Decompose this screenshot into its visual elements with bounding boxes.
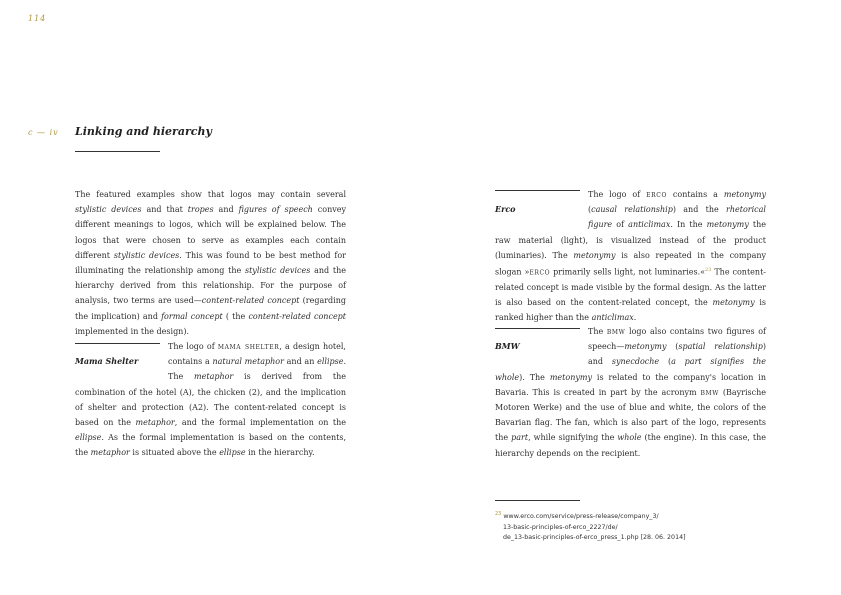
erco-label: Erco xyxy=(495,204,516,214)
mama-shelter-paragraph: The logo of mama shelter, a design hotel, contains a natural metaphor and an ellipse. The metaphor is derived from the combination of the hotel (A), the chicken (2), and the implication of shelter and protection (A2). The content-related concept is based on the metaphor, and the formal implementation on the ellipse. As the formal implementation is based on the contents, the metaphor is situated above the ellipse in the hierarchy. xyxy=(75,342,347,458)
footnote-mark: 23 xyxy=(495,511,502,517)
erco-paragraph: The logo of erco contains a metonymy (causal relationship) and the rhetorical figure of anticlimax. In the metonymy the raw material (light), is visualized instead of the product (luminaries). The metonymy is also repeated in the company slogan »erco primarily sells light, not luminaries.«$^{23}$ The content-related concept is made visible by the formal design. As the latter is also based on the content-related concept, the metonymy is ranked higher than the anticlimax. xyxy=(495,190,767,323)
footnote-url-line-2[interactable]: 13-basic-principles-of-erco_2227/de/ xyxy=(503,523,618,531)
intro-paragraph: The featured examples show that logos may contain several stylistic devices and that tropes and figures of speech convey different meanings to logos, which will be explained below. The logos that were chosen to serve as examples each contain different stylistic devices. This was found to be best method for illuminating the relationship among the stylistic devices and the hierarchy derived from this relationship. For the purpose of analysis, two terms are used—content-related concept (regarding the implication) and formal concept ( the content-related concept implemented in the design). xyxy=(75,190,347,336)
section-label: c — iv xyxy=(28,128,59,137)
page-number: 114 xyxy=(28,14,47,23)
footnote-url-line-3[interactable]: de_13-basic-principles-of-erco_press_1.php [28. 06. 2014] xyxy=(503,534,686,542)
footnote-url-line-1[interactable]: www.erco.com/service/press-release/company_3/ xyxy=(503,513,659,521)
chapter-title: Linking and hierarchy xyxy=(75,125,212,138)
footnote xyxy=(495,509,755,544)
footnote-rule xyxy=(495,500,580,501)
mama-shelter-label: Mama Shelter xyxy=(75,356,139,366)
bmw-paragraph: The bmw logo also contains two figures of speech—metonymy (spatial relationship) and synecdoche (a part signifies the whole). The metonymy is related to the company's location in Bavaria. This is created in part by the acronym bmw (Bayrische Motoren Werke) and the use of blue and white, the colors of the Bavarian flag. The fan, which is also part of the logo, represents the part, while signifying the whole (the engine). In this case, the hierarchy depends on the recipient. xyxy=(495,327,767,458)
title-underline xyxy=(75,151,160,152)
footnote-reference[interactable]: 23 xyxy=(705,267,712,274)
bmw-label: BMW xyxy=(495,341,520,351)
